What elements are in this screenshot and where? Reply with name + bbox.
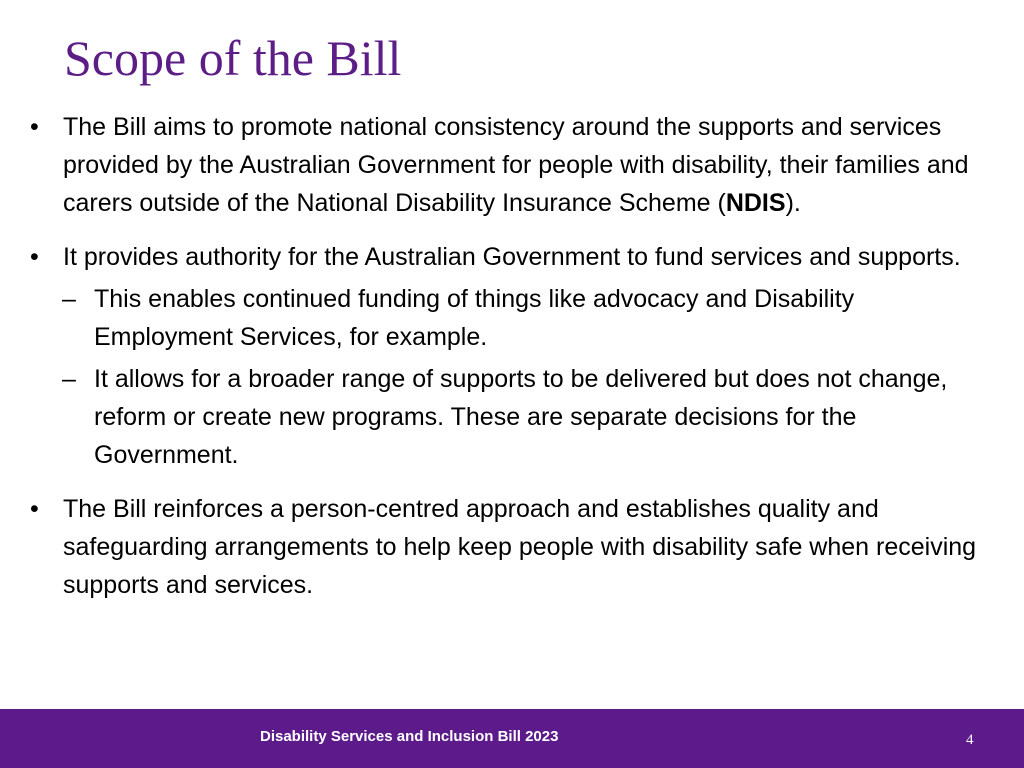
bullet-item <box>0 238 1024 276</box>
sub-bullet-item <box>0 360 1024 474</box>
bullet-text: It provides authority for the Australian Government to fund services and supports. <box>63 243 961 271</box>
sub-bullet-marker: – <box>62 285 76 313</box>
sub-bullet-item <box>0 280 1024 356</box>
page-number: 4 <box>966 732 974 748</box>
bullet-text: The Bill reinforces a person-centred approach and establishes quality and safeguarding arrangements to help keep people with disability safe when receiving supports and services. <box>63 495 977 599</box>
bullet-item <box>0 108 1024 222</box>
bullet-marker: • <box>30 113 39 141</box>
bullet-marker: • <box>30 495 39 523</box>
sub-bullet-text: It allows for a broader range of supports to be delivered but does not change, reform or create new programs. These are separate decisions for the Government. <box>94 365 948 469</box>
slide-title: Scope of the Bill <box>64 30 402 86</box>
footer-title: Disability Services and Inclusion Bill 2023 <box>260 728 559 745</box>
bullet-marker: • <box>30 243 39 271</box>
bullet-text <box>63 113 969 217</box>
footer-bar <box>0 709 1024 768</box>
bullet-text-part: The Bill aims to promote national consistency around the supports and services provided by the Australian Government for people with disability, their families and carers outside of the National Disability Insurance Scheme ( <box>63 113 969 217</box>
sub-bullet-text: This enables continued funding of things like advocacy and Disability Employment Services, for example. <box>94 285 855 351</box>
bullet-item <box>0 490 1024 604</box>
bullet-text-part: ). <box>785 189 801 217</box>
sub-bullet-marker: – <box>62 365 76 393</box>
ndis-abbreviation: NDIS <box>725 189 786 217</box>
slide-content <box>0 108 1024 620</box>
